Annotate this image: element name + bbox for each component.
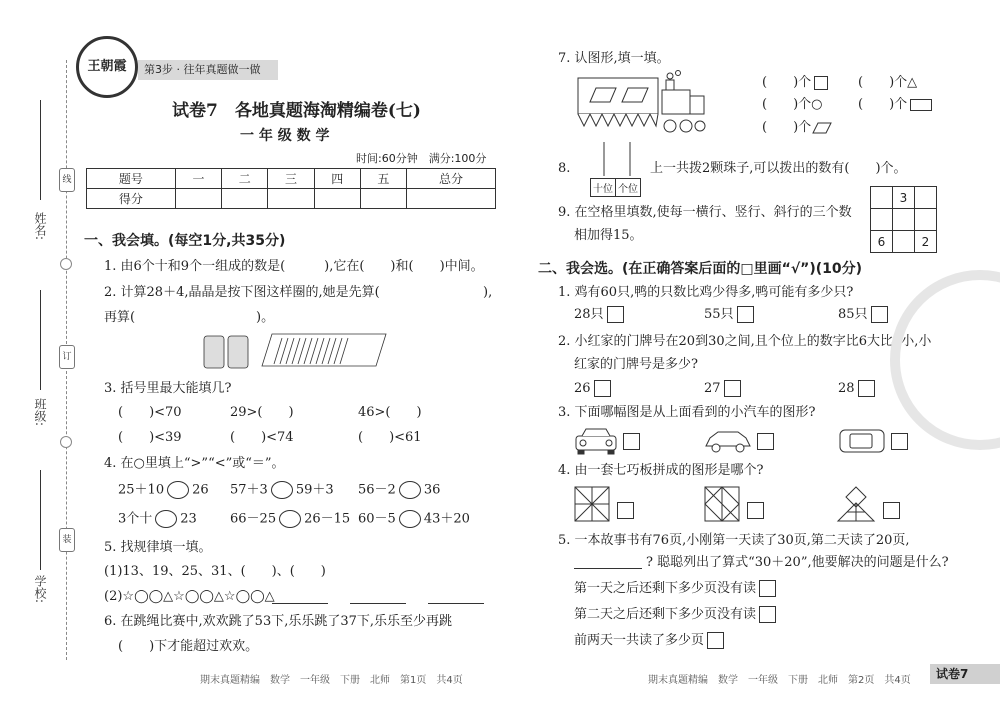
tangram-figure-c	[836, 486, 876, 522]
compare-circle[interactable]	[167, 481, 189, 499]
grid-cell[interactable]	[893, 231, 915, 253]
car-side-icon	[704, 426, 752, 456]
section-1-title: 一、我会填。(每空1分,共35分)	[84, 233, 286, 249]
answer-blank[interactable]	[272, 603, 328, 604]
section-2-title: 二、我会选。(在正确答案后面的□里画“√”)(10分)	[538, 261, 863, 277]
grid-cell: 2	[915, 231, 937, 253]
grid-cell: 6	[871, 231, 893, 253]
grid-cell[interactable]	[893, 209, 915, 231]
q9-part2: 相加得15。	[574, 228, 643, 243]
q2-part2: 再算(	[104, 310, 136, 325]
option: 28只	[574, 306, 624, 324]
q3-item: 29>( )	[230, 405, 294, 420]
abacus-icon	[590, 142, 646, 178]
binding-hole	[60, 258, 72, 270]
school-label: 学校:	[33, 575, 47, 604]
cut-mark: 线	[59, 168, 75, 192]
footer-left: 期末真题精编 数学 一年级 下册 北师 第1页 共4页	[200, 675, 463, 686]
score-table	[86, 168, 496, 209]
option: 前两天一共读了多少页	[574, 632, 724, 650]
abacus-labels: 十位 个位	[590, 178, 641, 197]
compare-circle[interactable]	[155, 510, 177, 528]
option: 85只	[838, 306, 888, 324]
q4-compare: 25＋10 26	[118, 482, 209, 498]
option: 第二天之后还剩下多少页没有读	[574, 606, 776, 624]
answer-checkbox[interactable]	[759, 606, 776, 623]
option: 28	[838, 380, 875, 398]
answer-checkbox[interactable]	[747, 502, 764, 519]
answer-checkbox[interactable]	[757, 433, 774, 450]
grid-cell[interactable]	[915, 187, 937, 209]
s2-q2-part2: 红家的门牌号是多少?	[574, 357, 698, 372]
compare-circle[interactable]	[399, 510, 421, 528]
compare-circle[interactable]	[279, 510, 301, 528]
step-banner: 第3步 · 往年真题做一做	[138, 60, 278, 80]
option: 26	[574, 380, 611, 398]
tangram-square-a	[574, 486, 610, 522]
q7-count: ( )个○	[762, 97, 823, 112]
sticks-picture	[200, 330, 390, 372]
answer-checkbox[interactable]	[891, 433, 908, 450]
answer-checkbox[interactable]	[594, 380, 611, 397]
brand-logo: 王朝霞	[76, 36, 138, 98]
seal-watermark	[890, 270, 1000, 450]
q9-part1: 9. 在空格里填数,使每一横行、竖行、斜行的三个数	[558, 205, 852, 220]
answer-checkbox[interactable]	[623, 433, 640, 450]
square-icon	[814, 76, 828, 90]
triangle-icon: △	[907, 75, 918, 90]
score-header: 四	[314, 169, 360, 189]
q3-item: ( )<74	[230, 430, 294, 445]
score-header: 二	[222, 169, 268, 189]
s2-q3: 3. 下面哪幅图是从上面看到的小汽车的图形?	[558, 405, 816, 420]
name-label: 姓名:	[33, 212, 47, 241]
grid-cell: 3	[893, 187, 915, 209]
paper-title: 试卷7 各地真题海淘精编卷(七)	[172, 101, 421, 121]
paper-badge: 试卷7	[930, 664, 1000, 684]
score-cell[interactable]	[314, 189, 360, 209]
answer-checkbox[interactable]	[607, 306, 624, 323]
q3-item: ( )<70	[118, 405, 182, 420]
q7: 7. 认图形,填一填。	[558, 51, 670, 66]
score-cell[interactable]	[175, 189, 221, 209]
q3-item: 46>( )	[358, 405, 422, 420]
option: 27	[704, 380, 741, 398]
q8-text: 上一共拨2颗珠子,可以拨出的数有( )个。	[650, 161, 907, 176]
score-cell[interactable]	[222, 189, 268, 209]
score-header: 三	[268, 169, 314, 189]
answer-checkbox[interactable]	[759, 580, 776, 597]
q1: 1. 由6个十和9个一组成的数是( ),它在( )和( )中间。	[104, 259, 484, 274]
q8: 8.	[558, 161, 571, 176]
train-picture	[574, 70, 714, 136]
s2-q2-part1: 2. 小红家的门牌号在20到30之间,且个位上的数字比6大比8小,小	[558, 334, 932, 349]
car-front-icon	[574, 426, 618, 456]
cut-mark: 装	[59, 528, 75, 552]
circle-icon: ○	[811, 97, 823, 112]
magic-square	[870, 186, 937, 253]
option: 第一天之后还剩下多少页没有读	[574, 580, 776, 598]
q3-item: ( )<39	[118, 430, 182, 445]
score-cell[interactable]	[360, 189, 406, 209]
q7-count: ( )个	[762, 119, 833, 137]
class-field[interactable]	[40, 290, 41, 390]
answer-blank[interactable]	[350, 603, 406, 604]
q6-part2: ( )下才能超过欢欢。	[118, 639, 259, 654]
answer-checkbox[interactable]	[617, 502, 634, 519]
score-header: 题号	[87, 169, 176, 189]
school-field[interactable]	[40, 470, 41, 570]
car-top-icon	[838, 426, 886, 456]
s2-q5-part1: 5. 一本故事书有76页,小刚第一天读了30页,第二天读了20页,	[558, 533, 910, 548]
answer-blank[interactable]	[428, 603, 484, 604]
answer-checkbox[interactable]	[707, 632, 724, 649]
tangram-square-b	[704, 486, 740, 522]
q4-compare: 60－5 43＋20	[358, 511, 470, 527]
q5: 5. 找规律填一填。	[104, 540, 212, 555]
q6-part1: 6. 在跳绳比赛中,欢欢跳了53下,乐乐跳了37下,乐乐至少再跳	[104, 614, 453, 629]
answer-checkbox[interactable]	[871, 306, 888, 323]
footer-right: 期末真题精编 数学 一年级 下册 北师 第2页 共4页	[648, 675, 911, 686]
q3: 3. 括号里最大能填几?	[104, 381, 232, 396]
binding-hole	[60, 436, 72, 448]
subject-title: 一 年 级 数 学	[240, 128, 330, 144]
q3-item: ( )<61	[358, 430, 422, 445]
score-row-label: 得分	[87, 189, 176, 209]
answer-checkbox[interactable]	[737, 306, 754, 323]
cut-mark: 订	[59, 345, 75, 369]
s2-q4: 4. 由一套七巧板拼成的图形是哪个?	[558, 463, 764, 478]
q4: 4. 在○里填上“>”“<”或“＝”。	[104, 456, 285, 471]
rectangle-icon	[910, 99, 932, 111]
q4-compare: 3个十 23	[118, 511, 197, 527]
time-score: 时间:60分钟 满分:100分	[356, 152, 487, 165]
grid-cell[interactable]	[871, 209, 893, 231]
q7-count: ( )个△	[858, 75, 918, 90]
class-label: 班级:	[33, 398, 47, 427]
q5-2: (2)☆◯◯△☆◯◯△☆◯◯△	[104, 589, 275, 604]
score-header: 一	[175, 169, 221, 189]
answer-checkbox[interactable]	[724, 380, 741, 397]
s2-q5-part2: ? 聪聪列出了算式“30＋20”,他要解决的问题是什么?	[646, 555, 949, 570]
option: 55只	[704, 306, 754, 324]
grid-cell[interactable]	[871, 187, 893, 209]
grid-cell[interactable]	[915, 209, 937, 231]
q4-compare: 66－25 26－15	[230, 511, 351, 527]
score-cell[interactable]	[268, 189, 314, 209]
answer-checkbox[interactable]	[883, 502, 900, 519]
s2-q1: 1. 鸡有60只,鸭的只数比鸡少得多,鸭可能有多少只?	[558, 285, 854, 300]
q7-count: ( )个	[762, 74, 828, 92]
q7-count: ( )个	[858, 96, 932, 114]
score-header: 五	[360, 169, 406, 189]
q4-compare: 56－2 36	[358, 482, 441, 498]
answer-blank[interactable]	[574, 568, 642, 569]
score-header: 总分	[407, 169, 496, 189]
name-field[interactable]	[40, 100, 41, 200]
score-cell[interactable]	[407, 189, 496, 209]
compare-circle[interactable]	[399, 481, 421, 499]
answer-checkbox[interactable]	[858, 380, 875, 397]
compare-circle[interactable]	[271, 481, 293, 499]
q4-compare: 57＋3 59＋3	[230, 482, 334, 498]
parallelogram-icon	[811, 122, 833, 134]
q2-part1: 2. 计算28＋4,晶晶是按下图这样圈的,她是先算(	[104, 285, 380, 300]
q5-1: (1)13、19、25、31、( )、( )	[104, 564, 326, 579]
